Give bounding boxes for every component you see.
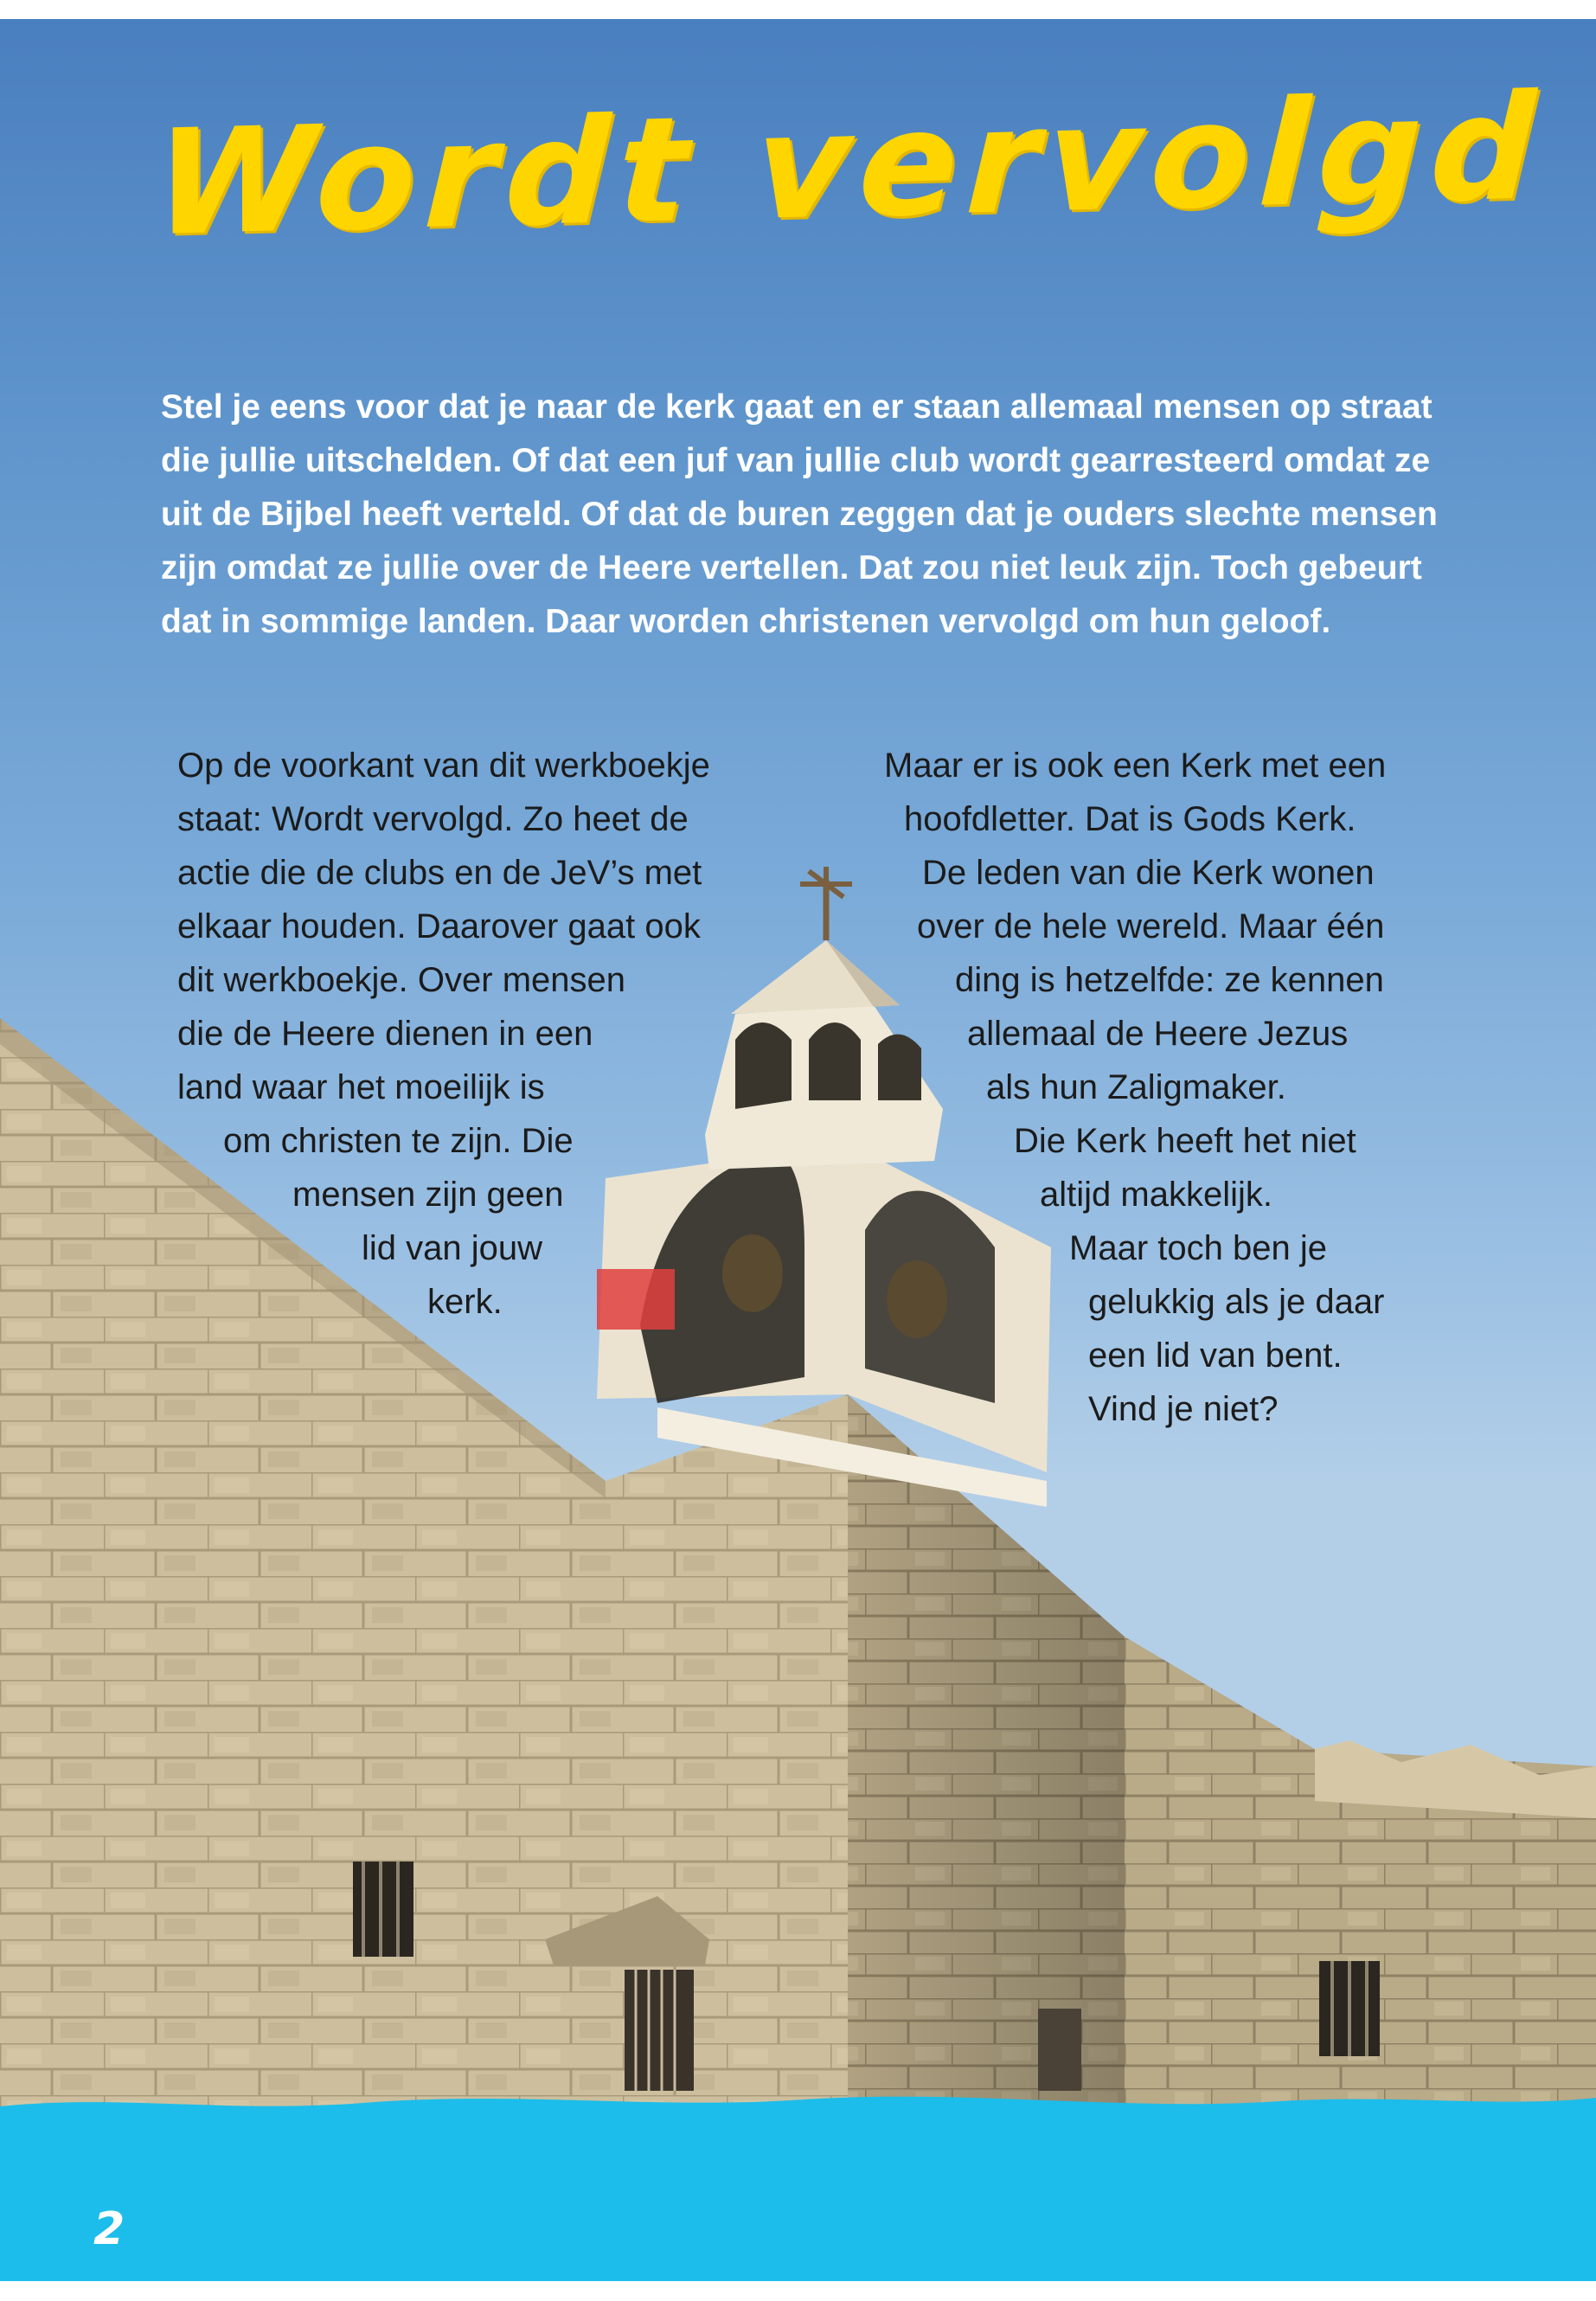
right-column-line: over de hele wereld. Maar één <box>917 907 1385 945</box>
right-column-line: Maar er is ook een Kerk met een <box>884 747 1387 785</box>
footer-band <box>0 2091 1596 2281</box>
right-column-line: altijd makkelijk. <box>1040 1176 1272 1214</box>
left-column-line: die de Heere dienen in een <box>177 1015 593 1053</box>
page-number: 2 <box>93 2203 125 2255</box>
left-column-line: elkaar houden. Daarover gaat ook <box>177 907 701 945</box>
left-column-line: actie die de clubs en de JeV’s met <box>177 854 702 892</box>
right-column-line: een lid van bent. <box>1088 1336 1343 1375</box>
right-column-line: De leden van die Kerk wonen <box>922 854 1375 892</box>
right-column-line: Maar toch ben je <box>1069 1229 1327 1267</box>
right-column-line: Vind je niet? <box>1088 1390 1279 1428</box>
right-column-line: gelukkig als je daar <box>1088 1283 1385 1321</box>
left-column-line: lid van jouw <box>362 1229 543 1267</box>
right-column-line: Die Kerk heeft het niet <box>1014 1122 1356 1160</box>
intro-paragraph: Stel je eens voor dat je naar de kerk gaat en er staan allemaal mensen op straat die jullie uitschelden. Of dat een juf van jullie club wordt gearresteerd omdat ze uit de Bijbel heeft verteld. Of dat de buren zeggen dat je ouders slechte mensen zijn omdat ze jullie over de Heere vertellen. Dat zou niet leuk zijn. Toch gebeurt dat in sommige landen. Daar worden christenen vervolgd om hun geloof. <box>161 388 1438 640</box>
left-column-line: dit werkboekje. Over mensen <box>177 961 626 999</box>
brochure-page <box>0 19 1596 2281</box>
right-column-line: als hun Zaligmaker. <box>986 1068 1286 1106</box>
left-column-line: Op de voorkant van dit werkboekje <box>177 747 710 785</box>
left-column-line: staat: Wordt vervolgd. Zo heet de <box>177 800 689 838</box>
left-column-line: kerk. <box>427 1283 503 1321</box>
right-column-line: allemaal de Heere Jezus <box>967 1015 1349 1053</box>
right-column-line: ding is hetzelfde: ze kennen <box>955 961 1384 999</box>
page-title: Wordt vervolgd <box>151 62 1548 269</box>
left-column-line: om christen te zijn. Die <box>223 1122 574 1160</box>
left-column-line: land waar het moeilijk is <box>177 1068 545 1106</box>
right-column-line: hoofdletter. Dat is Gods Kerk. <box>904 800 1356 838</box>
left-column-line: mensen zijn geen <box>292 1176 564 1214</box>
